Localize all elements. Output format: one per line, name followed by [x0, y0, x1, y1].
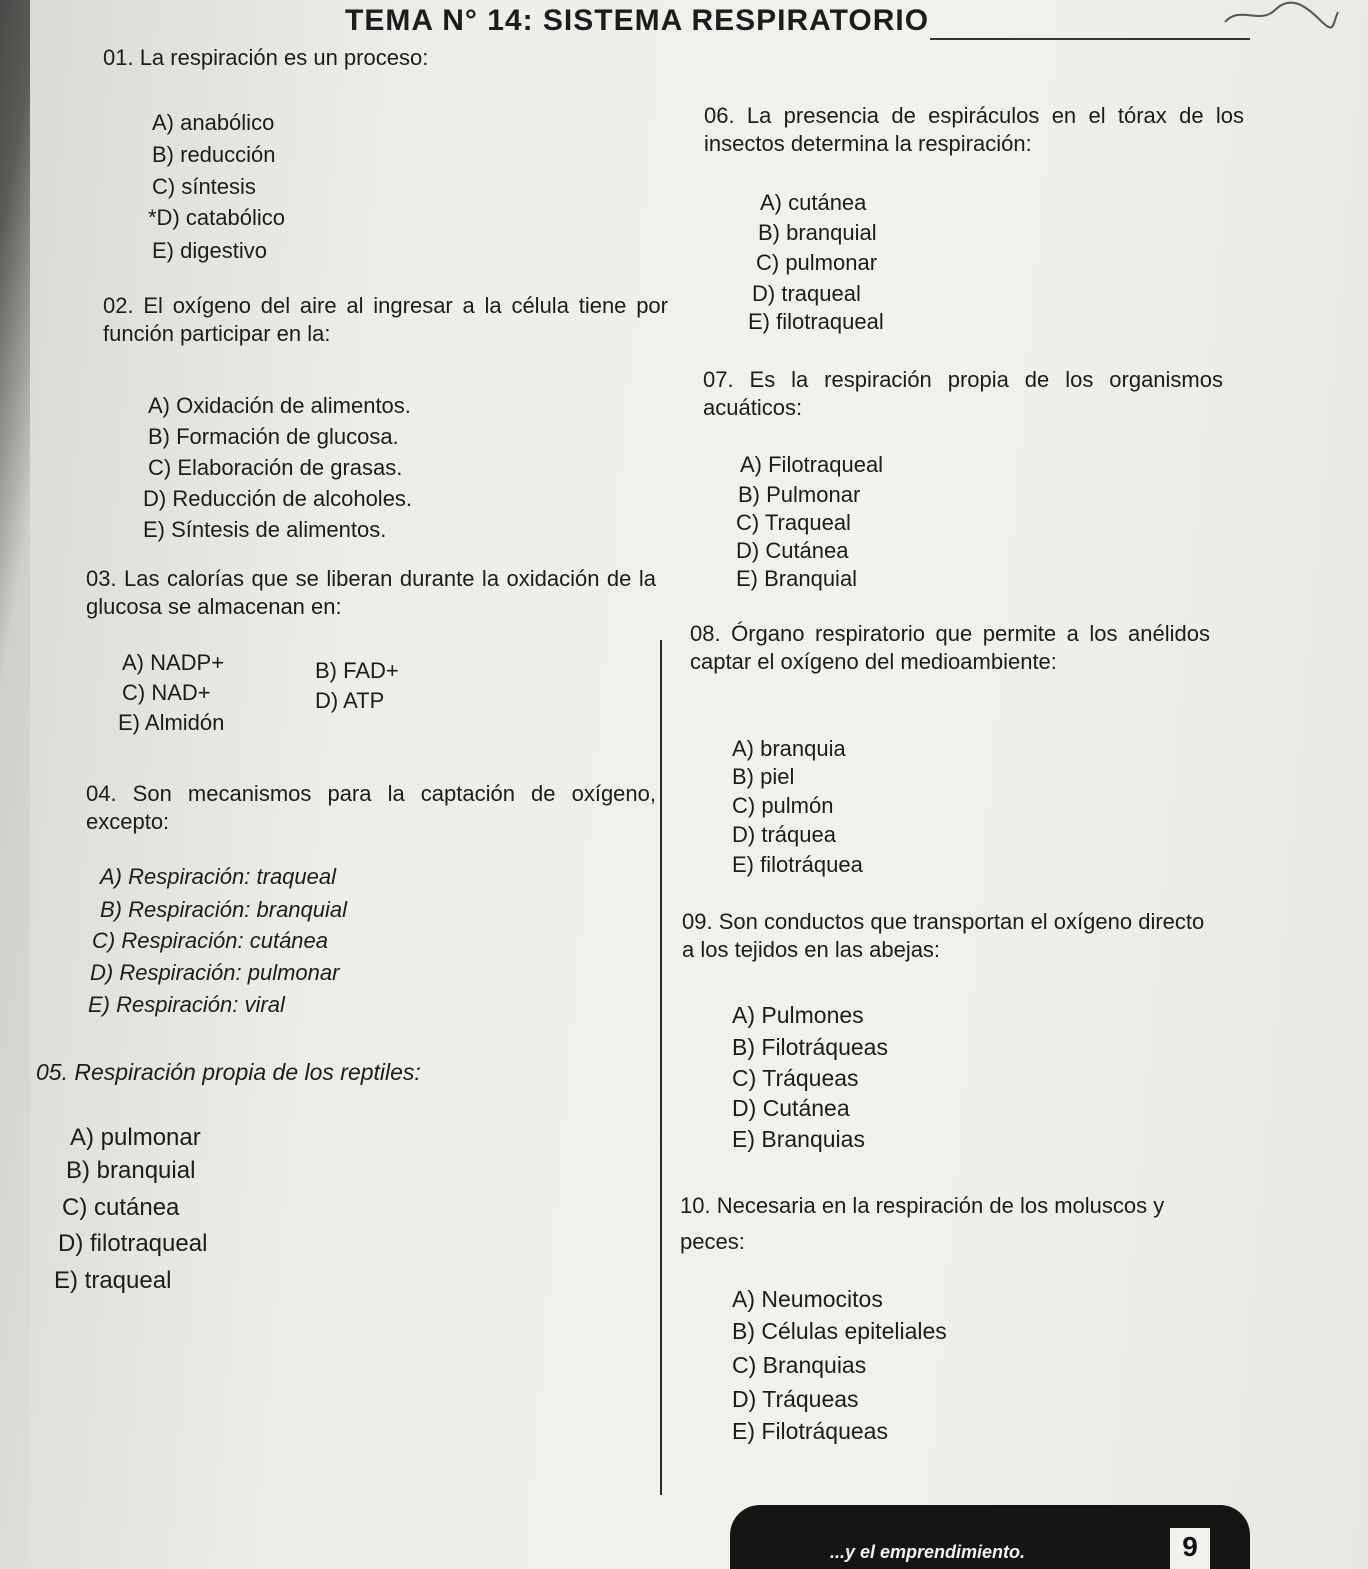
option-d: D) traqueal	[752, 281, 861, 306]
option-b: B) Células epiteliales	[732, 1318, 947, 1344]
option-c: C) Elaboración de grasas.	[148, 455, 403, 480]
option-e: E) Branquias	[732, 1126, 865, 1152]
option-d: D) Cutánea	[732, 1095, 850, 1121]
option-e: E) Respiración: viral	[88, 992, 285, 1017]
question-stem: 08. Órgano respiratorio que permite a los anélidos captar el oxígeno del medioambiente:	[690, 621, 1210, 674]
option-b: B) FAD+	[315, 658, 399, 683]
option-e: E) filotráquea	[732, 852, 863, 877]
option-b: B) reducción	[152, 142, 276, 167]
option-d: D) tráquea	[732, 822, 836, 847]
column-divider	[660, 640, 662, 1495]
option-a: A) Filotraqueal	[740, 452, 884, 477]
option-d: D) Reducción de alcoholes.	[143, 486, 413, 511]
question-stem: 06. La presencia de espiráculos en el tórax de los insectos determina la respiración:	[704, 103, 1244, 156]
option-c: C) NAD+	[122, 680, 211, 705]
option-a: A) Respiración: traqueal	[100, 864, 337, 889]
option-e: E) digestivo	[152, 238, 267, 263]
option-b: B) branquial	[66, 1157, 196, 1184]
option-c: C) pulmonar	[756, 250, 878, 275]
question-08	[690, 620, 1210, 676]
option-a: A) Pulmones	[732, 1002, 864, 1028]
option-e: E) Filotráqueas	[732, 1418, 888, 1444]
option-b: B) Filotráqueas	[732, 1034, 888, 1060]
option-a: A) branquia	[732, 736, 846, 761]
option-d: D) filotraqueal	[58, 1230, 208, 1257]
question-07	[703, 366, 1223, 422]
question-stem: 02. El oxígeno del aire al ingresar a la célula tiene por función participar en la:	[103, 293, 668, 346]
option-e: E) Almidón	[118, 710, 225, 735]
footer-slogan: ...y el emprendimiento.	[830, 1542, 1026, 1562]
question-stem: 07. Es la respiración propia de los organismos acuáticos:	[703, 367, 1223, 420]
question-03	[86, 565, 656, 621]
option-b: B) Formación de glucosa.	[148, 424, 399, 449]
option-c: C) cutánea	[62, 1194, 180, 1221]
option-b: B) Respiración: branquial	[100, 897, 348, 922]
option-b: B) piel	[732, 764, 795, 789]
handwritten-scribble-icon	[1220, 0, 1340, 30]
option-e: E) traqueal	[54, 1267, 172, 1294]
option-a: A) Neumocitos	[732, 1286, 883, 1312]
question-02	[103, 292, 668, 348]
option-e: E) Síntesis de alimentos.	[143, 517, 387, 542]
question-09	[682, 908, 1217, 964]
page-number: 9	[1170, 1528, 1210, 1569]
question-05	[36, 1058, 636, 1086]
question-04	[86, 780, 656, 836]
title-underline	[930, 38, 1250, 40]
question-stem: 04. Son mecanismos para la captación de oxígeno, excepto:	[86, 781, 656, 834]
option-a: A) pulmonar	[70, 1124, 201, 1151]
question-10	[680, 1188, 1220, 1260]
option-c: C) pulmón	[732, 793, 834, 818]
option-e: E) Branquial	[736, 566, 858, 591]
option-d: D) ATP	[315, 688, 385, 713]
option-a: A) cutánea	[760, 190, 867, 215]
option-b: B) branquial	[758, 220, 877, 245]
question-stem: 03. Las calorías que se liberan durante la oxidación de la glucosa se almacenan en:	[86, 566, 656, 619]
option-b: B) Pulmonar	[738, 482, 861, 507]
option-d: D) Tráqueas	[732, 1386, 859, 1412]
option-c: C) Tráqueas	[732, 1065, 859, 1091]
question-stem: 05. Respiración propia de los reptiles:	[36, 1059, 421, 1085]
page-title: TEMA N° 14: SISTEMA RESPIRATORIO	[345, 4, 930, 37]
option-c: C) síntesis	[152, 174, 256, 199]
option-a: A) Oxidación de alimentos.	[148, 393, 411, 418]
option-d: *D) catabólico	[148, 205, 285, 230]
question-stem: 10. Necesaria en la respiración de los moluscos y peces:	[680, 1193, 1165, 1254]
option-e: E) filotraqueal	[748, 309, 884, 334]
question-stem: 01. La respiración es un proceso:	[103, 45, 429, 70]
option-c: C) Respiración: cutánea	[92, 928, 329, 953]
option-c: C) Traqueal	[736, 510, 851, 535]
option-c: C) Branquias	[732, 1352, 867, 1378]
option-a: A) NADP+	[122, 650, 225, 675]
option-d: D) Respiración: pulmonar	[90, 960, 340, 985]
option-a: A) anabólico	[152, 110, 275, 135]
option-d: D) Cutánea	[736, 538, 849, 563]
question-01	[103, 44, 623, 72]
question-stem: 09. Son conductos que transportan el oxígeno directo a los tejidos en las abejas:	[682, 909, 1205, 962]
question-06	[704, 102, 1244, 158]
